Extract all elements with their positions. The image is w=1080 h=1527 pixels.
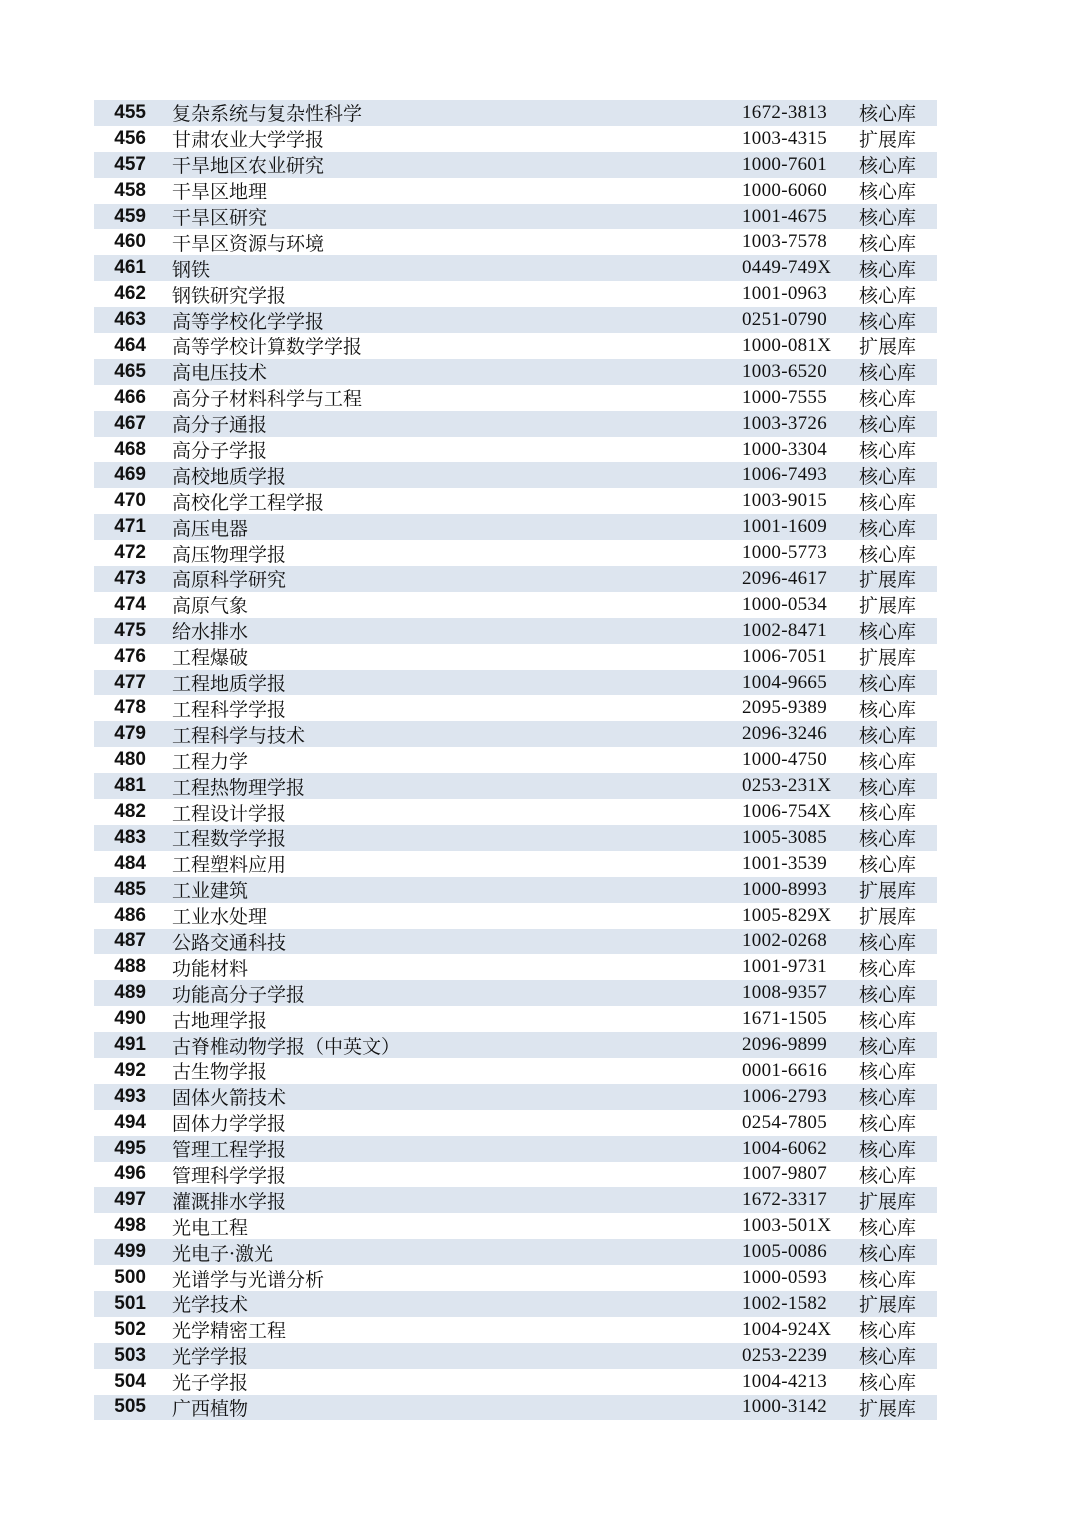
journal-issn: 1001-3539 [742, 852, 828, 874]
journal-category: 核心库 [859, 802, 917, 825]
table-row [94, 333, 937, 359]
journal-issn: 0001-6616 [742, 1059, 828, 1081]
row-number: 483 [114, 826, 146, 848]
table-row [94, 618, 937, 644]
table-row [94, 1006, 937, 1032]
journal-issn: 2096-4617 [742, 567, 828, 589]
table-row [94, 540, 937, 566]
journal-issn: 1004-924X [742, 1318, 832, 1340]
journal-issn: 1003-501X [742, 1215, 832, 1237]
journal-name: 干旱区地理 [172, 181, 268, 204]
journal-issn: 1000-3304 [742, 438, 828, 460]
table-row [94, 1291, 937, 1317]
journal-issn: 1001-4675 [742, 205, 828, 227]
table-row [94, 307, 937, 333]
row-number: 458 [114, 179, 146, 201]
row-number: 473 [114, 567, 146, 589]
table-row [94, 1084, 937, 1110]
table-row [94, 1110, 937, 1136]
journal-category: 核心库 [859, 1113, 917, 1136]
journal-category: 核心库 [859, 724, 917, 747]
journal-issn: 1671-1505 [742, 1008, 828, 1030]
row-number: 457 [114, 153, 146, 175]
journal-issn: 1005-0086 [742, 1241, 828, 1263]
table-row [94, 929, 937, 955]
journal-issn: 1672-3813 [742, 101, 828, 123]
journal-category: 核心库 [859, 181, 917, 204]
journal-category: 核心库 [859, 957, 917, 980]
journal-name: 广西植物 [172, 1397, 249, 1420]
journal-category: 核心库 [859, 232, 917, 255]
table-row [94, 488, 937, 514]
table-row [94, 437, 937, 463]
journal-category: 核心库 [859, 698, 917, 721]
row-number: 499 [114, 1241, 146, 1263]
row-number: 471 [114, 516, 146, 538]
journal-category: 核心库 [859, 673, 917, 696]
table-row [94, 592, 937, 618]
journal-name: 高分子学报 [172, 440, 268, 463]
journal-name: 高压物理学报 [172, 543, 287, 566]
table-row [94, 126, 937, 152]
journal-name: 工程地质学报 [172, 673, 287, 696]
row-number: 495 [114, 1137, 146, 1159]
row-number: 482 [114, 800, 146, 822]
row-number: 500 [114, 1267, 146, 1289]
journal-issn: 0254-7805 [742, 1111, 828, 1133]
journal-category: 扩展库 [859, 1190, 917, 1213]
journal-name: 固体力学学报 [172, 1113, 287, 1136]
journal-category: 核心库 [859, 465, 917, 488]
journal-name: 干旱区资源与环境 [172, 232, 325, 255]
journal-category: 核心库 [859, 258, 917, 281]
journal-name: 古生物学报 [172, 1061, 268, 1084]
journal-category: 核心库 [859, 1009, 917, 1032]
journal-issn: 1672-3317 [742, 1189, 828, 1211]
journal-name: 高等学校化学学报 [172, 310, 325, 333]
journal-category: 核心库 [859, 1320, 917, 1343]
row-number: 502 [114, 1318, 146, 1340]
row-number: 461 [114, 257, 146, 279]
journal-name: 高等学校计算数学学报 [172, 336, 363, 359]
journal-category: 核心库 [859, 388, 917, 411]
table-row [94, 644, 937, 670]
journal-issn: 1002-0268 [742, 930, 828, 952]
journal-category: 核心库 [859, 1268, 917, 1291]
table-row [94, 152, 937, 178]
row-number: 504 [114, 1370, 146, 1392]
journal-name: 工程科学学报 [172, 698, 287, 721]
journal-category: 核心库 [859, 155, 917, 178]
journal-name: 功能高分子学报 [172, 983, 306, 1006]
table-row [94, 903, 937, 929]
journal-name: 工程科学与技术 [172, 724, 306, 747]
table-row [94, 1213, 937, 1239]
row-number: 478 [114, 697, 146, 719]
table-row [94, 385, 937, 411]
journal-name: 复杂系统与复杂性科学 [172, 103, 363, 126]
journal-issn: 0253-2239 [742, 1344, 828, 1366]
journal-issn: 1007-9807 [742, 1163, 828, 1185]
table-row [94, 670, 937, 696]
table-row [94, 100, 937, 126]
journal-name: 工业水处理 [172, 906, 268, 929]
table-row [94, 255, 937, 281]
journal-name: 固体火箭技术 [172, 1087, 287, 1110]
table-row [94, 281, 937, 307]
journal-category: 核心库 [859, 1139, 917, 1162]
journal-issn: 1003-9015 [742, 490, 828, 512]
row-number: 476 [114, 645, 146, 667]
journal-name: 古地理学报 [172, 1009, 268, 1032]
journal-category: 核心库 [859, 1346, 917, 1369]
row-number: 481 [114, 775, 146, 797]
journal-name: 公路交通科技 [172, 931, 287, 954]
journal-name: 工程爆破 [172, 647, 249, 670]
journal-name: 工程数学学报 [172, 828, 287, 851]
journal-name: 管理工程学报 [172, 1139, 287, 1162]
journal-issn: 0253-231X [742, 775, 832, 797]
row-number: 469 [114, 464, 146, 486]
journal-category: 核心库 [859, 1216, 917, 1239]
journal-issn: 1000-7601 [742, 153, 828, 175]
journal-name: 工程塑料应用 [172, 854, 287, 877]
journal-issn: 1003-4315 [742, 127, 828, 149]
table-row [94, 1162, 937, 1188]
journal-issn: 1006-754X [742, 800, 832, 822]
journal-issn: 1000-3142 [742, 1396, 828, 1418]
table-row [94, 178, 937, 204]
journal-category: 核心库 [859, 1061, 917, 1084]
table-row [94, 1265, 937, 1291]
table-row [94, 799, 937, 825]
journal-name: 干旱区研究 [172, 207, 268, 230]
table-row [94, 411, 937, 437]
journal-issn: 1004-6062 [742, 1137, 828, 1159]
journal-issn: 1003-6520 [742, 360, 828, 382]
table-row [94, 1343, 937, 1369]
journal-issn: 1003-3726 [742, 412, 828, 434]
table-row [94, 721, 937, 747]
journal-name: 高分子材料科学与工程 [172, 388, 363, 411]
journal-name: 给水排水 [172, 621, 249, 644]
row-number: 505 [114, 1396, 146, 1418]
journal-name: 管理科学学报 [172, 1164, 287, 1187]
journal-issn: 2096-9899 [742, 1034, 828, 1055]
journal-name: 光电工程 [172, 1216, 249, 1239]
journal-category: 核心库 [859, 440, 917, 463]
row-number: 497 [114, 1189, 146, 1211]
journal-category: 核心库 [859, 1035, 917, 1058]
journal-category: 核心库 [859, 103, 917, 126]
journal-category: 核心库 [859, 621, 917, 644]
row-number: 460 [114, 231, 146, 253]
row-number: 463 [114, 309, 146, 331]
journal-name: 钢铁 [172, 258, 211, 281]
row-number: 470 [114, 490, 146, 512]
journal-category: 核心库 [859, 491, 917, 514]
table-row [94, 204, 937, 230]
row-number: 498 [114, 1215, 146, 1237]
journal-category: 核心库 [859, 207, 917, 229]
journal-category: 核心库 [859, 284, 917, 307]
journal-issn: 1008-9357 [742, 982, 828, 1004]
table-row [94, 825, 937, 851]
journal-name: 光学学报 [172, 1346, 249, 1369]
journal-category: 核心库 [859, 828, 917, 851]
table-row [94, 1187, 937, 1213]
journal-category: 核心库 [859, 1087, 917, 1110]
journal-issn: 1000-081X [742, 334, 832, 356]
journal-category: 扩展库 [859, 569, 917, 592]
table-row [94, 1032, 937, 1058]
table-row [94, 1136, 937, 1162]
journal-name: 干旱地区农业研究 [172, 155, 325, 178]
row-number: 475 [114, 619, 146, 641]
journal-issn: 1000-0534 [742, 593, 828, 615]
journal-issn: 1001-1609 [742, 516, 828, 538]
table-row [94, 1395, 937, 1421]
table-row [94, 1239, 937, 1265]
journal-table [94, 100, 937, 1420]
journal-name: 钢铁研究学报 [172, 284, 287, 307]
journal-name: 甘肃农业大学学报 [172, 129, 325, 152]
journal-category: 核心库 [859, 776, 917, 799]
journal-name: 功能材料 [172, 957, 249, 980]
row-number: 488 [114, 956, 146, 978]
row-number: 487 [114, 930, 146, 952]
row-number: 491 [114, 1034, 146, 1055]
table-row [94, 877, 937, 903]
journal-name: 光谱学与光谱分析 [172, 1268, 325, 1291]
journal-name: 高校化学工程学报 [172, 491, 325, 514]
journal-category: 扩展库 [859, 336, 917, 359]
journal-category: 核心库 [859, 931, 917, 954]
table-row [94, 1369, 937, 1395]
row-number: 456 [114, 127, 146, 149]
row-number: 501 [114, 1292, 146, 1314]
journal-category: 核心库 [859, 750, 917, 773]
journal-name: 高原气象 [172, 595, 249, 618]
journal-name: 高原科学研究 [172, 569, 287, 592]
row-number: 480 [114, 749, 146, 771]
journal-category: 扩展库 [859, 129, 917, 152]
table-row [94, 747, 937, 773]
row-number: 494 [114, 1111, 146, 1133]
table-row [94, 359, 937, 385]
journal-issn: 1006-7493 [742, 464, 828, 486]
journal-issn: 1000-7555 [742, 386, 828, 408]
row-number: 455 [114, 101, 146, 123]
table-row [94, 954, 937, 980]
journal-name: 高压电器 [172, 517, 249, 540]
row-number: 462 [114, 283, 146, 305]
journal-name: 高校地质学报 [172, 465, 287, 488]
journal-issn: 1004-4213 [742, 1370, 828, 1392]
row-number: 472 [114, 542, 146, 564]
row-number: 459 [114, 205, 146, 227]
row-number: 477 [114, 671, 146, 693]
table-row [94, 462, 937, 488]
journal-name: 高电压技术 [172, 362, 268, 385]
table-row [94, 695, 937, 721]
journal-issn: 1002-1582 [742, 1292, 828, 1314]
row-number: 496 [114, 1163, 146, 1185]
row-number: 492 [114, 1059, 146, 1081]
journal-issn: 1000-6060 [742, 179, 828, 201]
journal-category: 核心库 [859, 517, 917, 540]
row-number: 503 [114, 1344, 146, 1366]
journal-issn: 1006-7051 [742, 645, 828, 667]
journal-category: 核心库 [859, 362, 917, 385]
journal-issn: 1005-3085 [742, 826, 828, 848]
journal-category: 扩展库 [859, 1397, 917, 1420]
journal-category: 扩展库 [859, 1294, 917, 1317]
journal-issn: 1000-5773 [742, 542, 828, 564]
journal-issn: 2096-3246 [742, 723, 828, 745]
journal-category: 扩展库 [859, 880, 917, 903]
journal-name: 光子学报 [172, 1372, 249, 1395]
journal-issn: 1001-0963 [742, 283, 828, 305]
table-row [94, 514, 937, 540]
journal-issn: 1006-2793 [742, 1085, 828, 1107]
journal-name: 光学精密工程 [172, 1320, 287, 1343]
table-row [94, 851, 937, 877]
journal-issn: 1004-9665 [742, 671, 828, 693]
row-number: 490 [114, 1008, 146, 1030]
journal-name: 工程力学 [172, 750, 249, 773]
table-row [94, 229, 937, 255]
row-number: 485 [114, 878, 146, 900]
journal-category: 扩展库 [859, 595, 917, 618]
journal-issn: 1002-8471 [742, 619, 828, 641]
table-row [94, 980, 937, 1006]
journal-issn: 0251-0790 [742, 309, 828, 331]
journal-category: 扩展库 [859, 906, 917, 929]
row-number: 468 [114, 438, 146, 460]
journal-issn: 1001-9731 [742, 956, 828, 978]
row-number: 474 [114, 593, 146, 615]
journal-name: 高分子通报 [172, 414, 268, 437]
journal-issn: 1000-4750 [742, 749, 828, 771]
journal-category: 核心库 [859, 310, 917, 333]
row-number: 486 [114, 904, 146, 926]
row-number: 493 [114, 1085, 146, 1107]
row-number: 464 [114, 334, 146, 356]
journal-name: 光电子·激光 [172, 1242, 274, 1265]
journal-name: 工程热物理学报 [172, 776, 306, 799]
row-number: 466 [114, 386, 146, 408]
journal-name: 古脊椎动物学报（中英文） [172, 1035, 401, 1058]
table-row [94, 566, 937, 592]
journal-issn: 0449-749X [742, 257, 832, 279]
journal-category: 核心库 [859, 1242, 917, 1265]
row-number: 479 [114, 723, 146, 745]
journal-category: 核心库 [859, 1372, 917, 1395]
journal-category: 核心库 [859, 983, 917, 1006]
journal-category: 核心库 [859, 414, 917, 437]
table-row [94, 1317, 937, 1343]
journal-category: 扩展库 [859, 647, 917, 670]
table-row [94, 1058, 937, 1084]
journal-name: 工业建筑 [172, 880, 249, 903]
journal-issn: 1003-7578 [742, 231, 828, 253]
journal-issn: 1000-8993 [742, 878, 828, 900]
table-row [94, 773, 937, 799]
journal-category: 核心库 [859, 854, 917, 877]
journal-issn: 1000-0593 [742, 1267, 828, 1289]
journal-name: 灌溉排水学报 [172, 1190, 287, 1213]
journal-name: 光学技术 [172, 1294, 249, 1317]
journal-name: 工程设计学报 [172, 802, 287, 825]
journal-issn: 1005-829X [742, 904, 832, 926]
journal-category: 核心库 [859, 1164, 917, 1187]
row-number: 484 [114, 852, 146, 874]
row-number: 467 [114, 412, 146, 434]
row-number: 489 [114, 982, 146, 1004]
row-number: 465 [114, 360, 146, 382]
journal-issn: 2095-9389 [742, 697, 828, 719]
journal-category: 核心库 [859, 543, 917, 566]
